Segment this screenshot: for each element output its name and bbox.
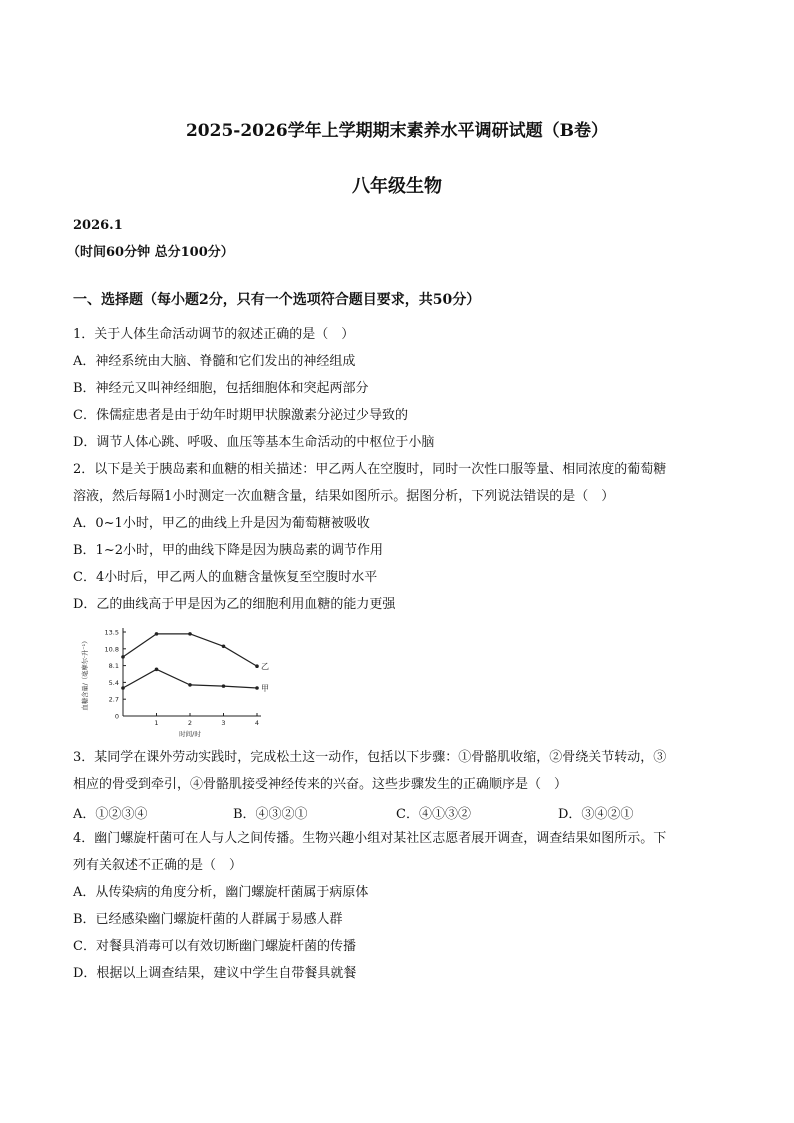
y-tick-label: 0 bbox=[114, 712, 119, 721]
series-label: 甲 bbox=[261, 684, 269, 693]
data-point bbox=[222, 684, 226, 688]
q4-option-b: B．已经感染幽门螺旋杆菌的人群属于易感人群 bbox=[73, 912, 343, 927]
series-label: 乙 bbox=[261, 662, 269, 672]
data-point bbox=[155, 668, 159, 672]
q1-option-c: C．侏儒症患者是由于幼年时期甲状腺激素分泌过少导致的 bbox=[73, 408, 408, 423]
q2-stem-line1: 2．以下是关于胰岛素和血糖的相关描述：甲乙两人在空腹时，同时一次性口服等量、相同浓度的葡萄糖 bbox=[73, 462, 667, 477]
q3-option-d: D．③④②① bbox=[558, 807, 634, 822]
q4-option-a: A．从传染病的角度分析，幽门螺旋杆菌属于病原体 bbox=[73, 885, 369, 900]
data-point bbox=[222, 645, 226, 649]
q2-option-b: B．1~2小时，甲的曲线下降是因为胰岛素的调节作用 bbox=[73, 543, 383, 558]
x-tick-label: 3 bbox=[221, 719, 226, 727]
q3-option-c: C．④①③② bbox=[396, 807, 471, 822]
q1-option-d: D．调节人体心跳、呼吸、血压等基本生命活动的中枢位于小脑 bbox=[73, 435, 435, 450]
blood-glucose-chart bbox=[73, 622, 283, 742]
q1-option-b: B．神经元又叫神经细胞，包括细胞体和突起两部分 bbox=[73, 381, 369, 396]
y-tick-label: 8.1 bbox=[108, 662, 119, 671]
q2-option-c: C．4小时后，甲乙两人的血糖含量恢复至空腹时水平 bbox=[73, 570, 378, 585]
x-axis-label: 时间/时 bbox=[179, 730, 201, 738]
x-tick-label: 4 bbox=[254, 719, 260, 727]
q3-options bbox=[73, 803, 733, 821]
q3-option-b: B．④③②① bbox=[233, 807, 308, 822]
series-line bbox=[123, 634, 257, 666]
q4-option-c: C．对餐具消毒可以有效切断幽门螺旋杆菌的传播 bbox=[73, 939, 356, 954]
q2-option-a: A．0~1小时，甲乙的曲线上升是因为葡萄糖被吸收 bbox=[73, 516, 370, 531]
x-tick-label: 1 bbox=[154, 719, 159, 727]
q3-stem-line1: 3．某同学在课外劳动实践时，完成松土这一动作，包括以下步骤：①骨骼肌收缩，②骨绕关节转动，③ bbox=[73, 750, 667, 765]
data-point bbox=[121, 686, 125, 690]
data-point bbox=[155, 632, 159, 636]
data-point bbox=[255, 686, 259, 690]
q2-stem-line2: 溶液，然后每隔1小时测定一次血糖含量，结果如图所示。据图分析，下列说法错误的是（ ） bbox=[73, 489, 615, 504]
data-point bbox=[255, 664, 259, 668]
y-axis-label: 血糖含量/（毫摩尔·升⁻¹） bbox=[82, 637, 89, 711]
q4-stem-line1: 4．幽门螺旋杆菌可在人与人之间传播。生物兴趣小组对某社区志愿者展开调查，调查结果如图所示。下 bbox=[73, 831, 667, 846]
data-point bbox=[188, 632, 192, 636]
q4-option-d: D．根据以上调查结果，建议中学生自带餐具就餐 bbox=[73, 966, 357, 981]
q3-option-a: A．①②③④ bbox=[73, 807, 148, 822]
q1-stem: 1．关于人体生命活动调节的叙述正确的是（ ） bbox=[73, 327, 355, 342]
q2-option-d: D．乙的曲线高于甲是因为乙的细胞利用血糖的能力更强 bbox=[73, 597, 396, 612]
q4-stem-line2: 列有关叙述不正确的是（ ） bbox=[73, 858, 243, 873]
section-heading: 一、选择题（每小题2分，只有一个选项符合题目要求，共50分） bbox=[73, 292, 481, 308]
exam-time-info: （时间60分钟 总分100分） bbox=[67, 245, 234, 260]
exam-date: 2026.1 bbox=[73, 218, 123, 233]
exam-subject: 八年级生物 bbox=[352, 176, 442, 197]
data-point bbox=[121, 655, 125, 659]
y-tick-label: 5.4 bbox=[108, 678, 119, 687]
y-tick-label: 13.5 bbox=[104, 628, 119, 637]
y-tick-label: 2.7 bbox=[108, 695, 119, 704]
q3-stem-line2: 相应的骨受到牵引，④骨骼肌接受神经传来的兴奋。这些步骤发生的正确顺序是（ ） bbox=[73, 777, 568, 792]
x-tick-label: 2 bbox=[187, 719, 193, 727]
data-point bbox=[188, 683, 192, 687]
y-tick-label: 10.8 bbox=[104, 645, 119, 654]
exam-title: 2025-2026学年上学期期末素养水平调研试题（B卷） bbox=[185, 121, 609, 141]
q1-option-a: A．神经系统由大脑、脊髓和它们发出的神经组成 bbox=[73, 354, 356, 369]
